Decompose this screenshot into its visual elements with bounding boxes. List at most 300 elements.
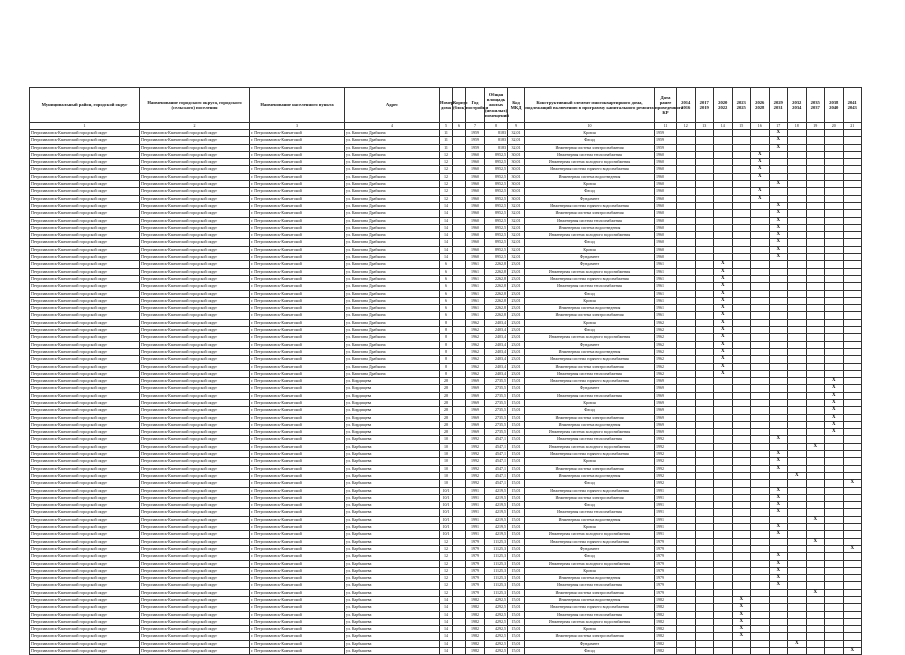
year-cell: 1960 [466,188,485,195]
street-cell: ул. Капитана Драбкина [345,239,440,246]
period-cell [769,290,788,297]
period-cell [677,283,696,290]
period-cell [714,166,733,173]
period-cell [825,341,844,348]
locality-cell: г. Петропавловск-Камчатский [250,188,345,195]
code-cell: 15,01 [508,399,525,406]
element-cell: Инженерная система электроснабжения [525,144,655,151]
period-cell [806,151,825,158]
house-cell: 14 [440,217,453,224]
area-cell: 4219,5 [485,531,508,538]
date-cell: 1960 [655,195,677,202]
year-cell: 1962 [466,319,485,326]
period-cell [788,210,807,217]
period-cell [788,275,807,282]
period-cell [677,305,696,312]
period-cell [714,421,733,428]
table-row [30,283,862,290]
period-cell [677,159,696,166]
period-cell [732,210,751,217]
period-mark: X [788,640,807,647]
period-cell [751,575,770,582]
date-cell: 1962 [655,356,677,363]
period-cell [751,458,770,465]
district-cell: Петропавловск-Камчатский городской округ [30,633,140,640]
period-cell [825,144,844,151]
period-cell [788,195,807,202]
period-cell [806,597,825,604]
year-cell: 1969 [466,407,485,414]
period-cell [788,538,807,545]
period-cell [806,202,825,209]
period-cell [751,582,770,589]
year-cell: 1979 [466,538,485,545]
settlement-cell: Петропавловск-Камчатский городской округ [140,465,250,472]
settlement-cell: Петропавловск-Камчатский городской округ [140,392,250,399]
year-cell: 1961 [466,305,485,312]
period-mark: X [769,502,788,509]
period-cell [714,173,733,180]
period-cell [732,392,751,399]
period-cell [788,553,807,560]
element-cell: Инженерная система водоотведения [525,516,655,523]
period-cell [732,232,751,239]
date-cell: 1961 [655,305,677,312]
area-cell: 4547,1 [485,472,508,479]
period-cell [714,414,733,421]
street-cell: ул. Капитана Драбкина [345,181,440,188]
element-cell: Инженерная система горячего водоснабжения [525,356,655,363]
settlement-cell: Петропавловск-Камчатский городской округ [140,173,250,180]
column-header: Общая площадь жилых (нежилых) помещений [485,88,508,123]
period-cell [843,275,862,282]
period-cell [714,130,733,137]
period-cell [843,531,862,538]
code-cell: 15,01 [508,465,525,472]
period-cell [788,356,807,363]
period-cell [843,137,862,144]
period-cell [732,195,751,202]
period-cell [788,202,807,209]
table-body [30,130,862,655]
period-cell [714,232,733,239]
table-row [30,640,862,647]
locality-cell: г. Петропавловск-Камчатский [250,451,345,458]
period-cell [788,239,807,246]
date-cell: 1991 [655,487,677,494]
period-cell [825,290,844,297]
locality-cell: г. Петропавловск-Камчатский [250,341,345,348]
period-cell [677,239,696,246]
settlement-cell: Петропавловск-Камчатский городской округ [140,327,250,334]
code-cell: 30,01 [508,188,525,195]
period-cell [769,283,788,290]
period-cell [843,597,862,604]
house-cell: 10 [440,443,453,450]
period-cell [732,458,751,465]
year-cell: 1992 [466,436,485,443]
period-mark: X [732,604,751,611]
street-cell: ул. Карбышева [345,589,440,596]
locality-cell: г. Петропавловск-Камчатский [250,582,345,589]
period-cell [732,545,751,552]
period-cell [825,633,844,640]
area-cell: 4219,5 [485,494,508,501]
table-row [30,567,862,574]
year-cell: 1992 [466,465,485,472]
period-cell [843,283,862,290]
year-cell: 1962 [466,356,485,363]
period-cell [788,648,807,655]
area-cell: 4219,5 [485,516,508,523]
column-number: 3 [250,123,345,130]
element-cell: Инженерная система водоотведения [525,575,655,582]
period-cell [677,487,696,494]
column-header: Код МКД [508,88,525,123]
area-cell: 8952,5 [485,166,508,173]
period-cell [843,392,862,399]
period-cell [769,618,788,625]
period-cell [677,538,696,545]
house-cell: 14 [440,239,453,246]
period-cell [751,487,770,494]
period-cell [843,567,862,574]
element-cell: Кровля [525,297,655,304]
year-cell: 1962 [466,348,485,355]
column-header: Наименование населенного пункта [250,88,345,123]
period-cell [714,451,733,458]
period-cell [732,407,751,414]
table-row [30,545,862,552]
period-cell [806,232,825,239]
period-cell [732,560,751,567]
house-cell: 14 [440,202,453,209]
period-cell [677,414,696,421]
period-cell [788,480,807,487]
element-cell: Инженерная система электроснабжения [525,633,655,640]
period-cell [806,560,825,567]
area-cell: 8952,5 [485,254,508,261]
year-cell: 1959 [466,130,485,137]
element-cell: Кровля [525,458,655,465]
house-cell: 8 [440,319,453,326]
period-cell [714,604,733,611]
code-cell: 23,01 [508,268,525,275]
code-cell: 15,01 [508,611,525,618]
settlement-cell: Петропавловск-Камчатский городской округ [140,217,250,224]
period-mark: X [714,297,733,304]
code-cell: 32,01 [508,239,525,246]
period-cell [695,319,714,326]
period-cell [788,159,807,166]
period-cell [769,268,788,275]
period-cell [769,334,788,341]
period-cell [806,363,825,370]
house-cell: 10 [440,472,453,479]
house-cell: 14 [440,640,453,647]
period-cell [825,319,844,326]
period-cell [825,640,844,647]
block-cell [453,283,466,290]
period-cell [677,531,696,538]
period-cell [751,385,770,392]
code-cell: 15,01 [508,516,525,523]
period-cell [806,567,825,574]
period-cell [843,217,862,224]
code-cell: 15,01 [508,451,525,458]
period-cell [788,458,807,465]
period-cell [825,130,844,137]
year-cell: 1991 [466,509,485,516]
district-cell: Петропавловск-Камчатский городской округ [30,348,140,355]
date-cell: 1979 [655,582,677,589]
area-cell: 4292,5 [485,604,508,611]
table-row [30,173,862,180]
period-cell [751,305,770,312]
period-cell [695,516,714,523]
period-cell [825,553,844,560]
district-cell: Петропавловск-Камчатский городской округ [30,195,140,202]
element-cell: Инженерная система теплоснабжения [525,370,655,377]
period-cell [806,283,825,290]
year-cell: 1962 [466,341,485,348]
period-cell [732,202,751,209]
period-cell [677,582,696,589]
period-cell [769,327,788,334]
code-cell: 15,01 [508,487,525,494]
area-cell: 4219,5 [485,487,508,494]
date-cell: 1960 [655,224,677,231]
element-cell: Инженерная система горячего водоснабжения [525,275,655,282]
locality-cell: г. Петропавловск-Камчатский [250,268,345,275]
block-cell [453,246,466,253]
period-cell [732,575,751,582]
locality-cell: г. Петропавловск-Камчатский [250,509,345,516]
locality-cell: г. Петропавловск-Камчатский [250,618,345,625]
period-cell [788,378,807,385]
code-cell: 15,01 [508,560,525,567]
district-cell: Петропавловск-Камчатский городской округ [30,188,140,195]
element-cell: Инженерная система теплоснабжения [525,611,655,618]
period-cell [677,254,696,261]
code-cell: 15,01 [508,407,525,414]
street-cell: ул. Карбышева [345,472,440,479]
settlement-cell: Петропавловск-Камчатский городской округ [140,626,250,633]
settlement-cell: Петропавловск-Камчатский городской округ [140,246,250,253]
period-cell [825,195,844,202]
year-cell: 1969 [466,429,485,436]
column-number: 15 [732,123,751,130]
period-cell [732,443,751,450]
period-cell [677,648,696,655]
period-cell [788,137,807,144]
code-cell: 23,01 [508,312,525,319]
settlement-cell: Петропавловск-Камчатский городской округ [140,181,250,188]
code-cell: 23,01 [508,275,525,282]
code-cell: 30,01 [508,151,525,158]
period-cell [843,443,862,450]
period-cell [751,633,770,640]
year-cell: 1992 [466,451,485,458]
column-header: Адрес [345,88,440,123]
street-cell: ул. Капитана Драбкина [345,224,440,231]
period-cell [714,465,733,472]
table-row [30,261,862,268]
year-cell: 1991 [466,531,485,538]
element-cell: Инженерная система электроснабжения [525,494,655,501]
area-cell: 4292,5 [485,611,508,618]
district-cell: Петропавловск-Камчатский городской округ [30,451,140,458]
street-cell: ул. Кирдищева [345,407,440,414]
date-cell: 1969 [655,392,677,399]
period-cell [788,268,807,275]
period-cell [825,618,844,625]
period-mark: X [714,275,733,282]
period-cell [843,239,862,246]
district-cell: Петропавловск-Камчатский городской округ [30,268,140,275]
table-row [30,166,862,173]
column-header: Дата ранее проведенного КР [655,88,677,123]
code-cell: 15,01 [508,458,525,465]
locality-cell: г. Петропавловск-Камчатский [250,232,345,239]
period-cell [788,611,807,618]
period-cell [695,545,714,552]
district-cell: Петропавловск-Камчатский городской округ [30,516,140,523]
block-cell [453,436,466,443]
period-mark: X [769,553,788,560]
district-cell: Петропавловск-Камчатский городской округ [30,319,140,326]
date-cell: 1961 [655,283,677,290]
date-cell: 1962 [655,319,677,326]
period-cell [732,290,751,297]
street-cell: ул. Кирдищева [345,414,440,421]
settlement-cell: Петропавловск-Камчатский городской округ [140,130,250,137]
period-cell [751,363,770,370]
element-cell: Кровля [525,626,655,633]
period-cell [732,582,751,589]
period-cell [843,407,862,414]
block-cell [453,210,466,217]
house-cell: 6 [440,261,453,268]
period-cell [732,589,751,596]
date-cell: 1962 [655,341,677,348]
district-cell: Петропавловск-Камчатский городской округ [30,407,140,414]
table-row [30,188,862,195]
block-cell [453,414,466,421]
block-cell [453,348,466,355]
period-cell [843,458,862,465]
period-cell [806,356,825,363]
element-cell: Фундамент [525,195,655,202]
element-cell: Фасад [525,188,655,195]
period-cell [843,224,862,231]
period-cell [843,509,862,516]
period-cell [788,524,807,531]
period-cell [695,363,714,370]
date-cell: 1960 [655,188,677,195]
period-cell [732,429,751,436]
locality-cell: г. Петропавловск-Камчатский [250,261,345,268]
block-cell [453,137,466,144]
code-cell: 15,01 [508,429,525,436]
period-cell [714,239,733,246]
year-cell: 1960 [466,210,485,217]
district-cell: Петропавловск-Камчатский городской округ [30,494,140,501]
year-cell: 1969 [466,414,485,421]
street-cell: ул. Капитана Драбкина [345,327,440,334]
code-cell: 32,01 [508,144,525,151]
period-cell [677,181,696,188]
column-header: Корпус (блок) [453,88,466,123]
period-cell [788,130,807,137]
street-cell: ул. Карбышева [345,509,440,516]
period-cell [825,494,844,501]
period-cell [751,356,770,363]
column-number: 17 [769,123,788,130]
area-cell: 2403,4 [485,319,508,326]
code-cell: 15,01 [508,436,525,443]
settlement-cell: Петропавловск-Камчатский городской округ [140,597,250,604]
period-mark: X [825,378,844,385]
table-row [30,531,862,538]
period-cell [732,181,751,188]
period-cell [714,151,733,158]
date-cell: 1960 [655,217,677,224]
period-cell [825,188,844,195]
street-cell: ул. Капитана Драбкина [345,195,440,202]
block-cell [453,626,466,633]
date-cell: 1991 [655,502,677,509]
column-header: 2032 2034 [788,88,807,123]
street-cell: ул. Карбышева [345,560,440,567]
element-cell: Фундамент [525,385,655,392]
date-cell: 1969 [655,407,677,414]
locality-cell: г. Петропавловск-Камчатский [250,458,345,465]
period-cell [695,472,714,479]
period-cell [714,538,733,545]
district-cell: Петропавловск-Камчатский городской округ [30,312,140,319]
year-cell: 1992 [466,458,485,465]
block-cell [453,195,466,202]
district-cell: Петропавловск-Камчатский городской округ [30,246,140,253]
period-cell [751,290,770,297]
period-cell [788,334,807,341]
period-cell [806,582,825,589]
period-cell [714,633,733,640]
block-cell [453,604,466,611]
column-number: 20 [825,123,844,130]
code-cell: 30,01 [508,159,525,166]
period-cell [695,640,714,647]
period-cell [714,597,733,604]
year-cell: 1960 [466,151,485,158]
period-cell [769,443,788,450]
period-cell [751,502,770,509]
period-cell [843,414,862,421]
house-cell: 10/1 [440,509,453,516]
column-number: 5 [440,123,453,130]
block-cell [453,407,466,414]
period-cell [788,451,807,458]
period-mark: X [751,188,770,195]
year-cell: 1960 [466,202,485,209]
date-cell: 1982 [655,597,677,604]
period-cell [806,472,825,479]
code-cell: 23,01 [508,370,525,377]
date-cell: 1959 [655,130,677,137]
period-cell [788,151,807,158]
period-cell [732,524,751,531]
